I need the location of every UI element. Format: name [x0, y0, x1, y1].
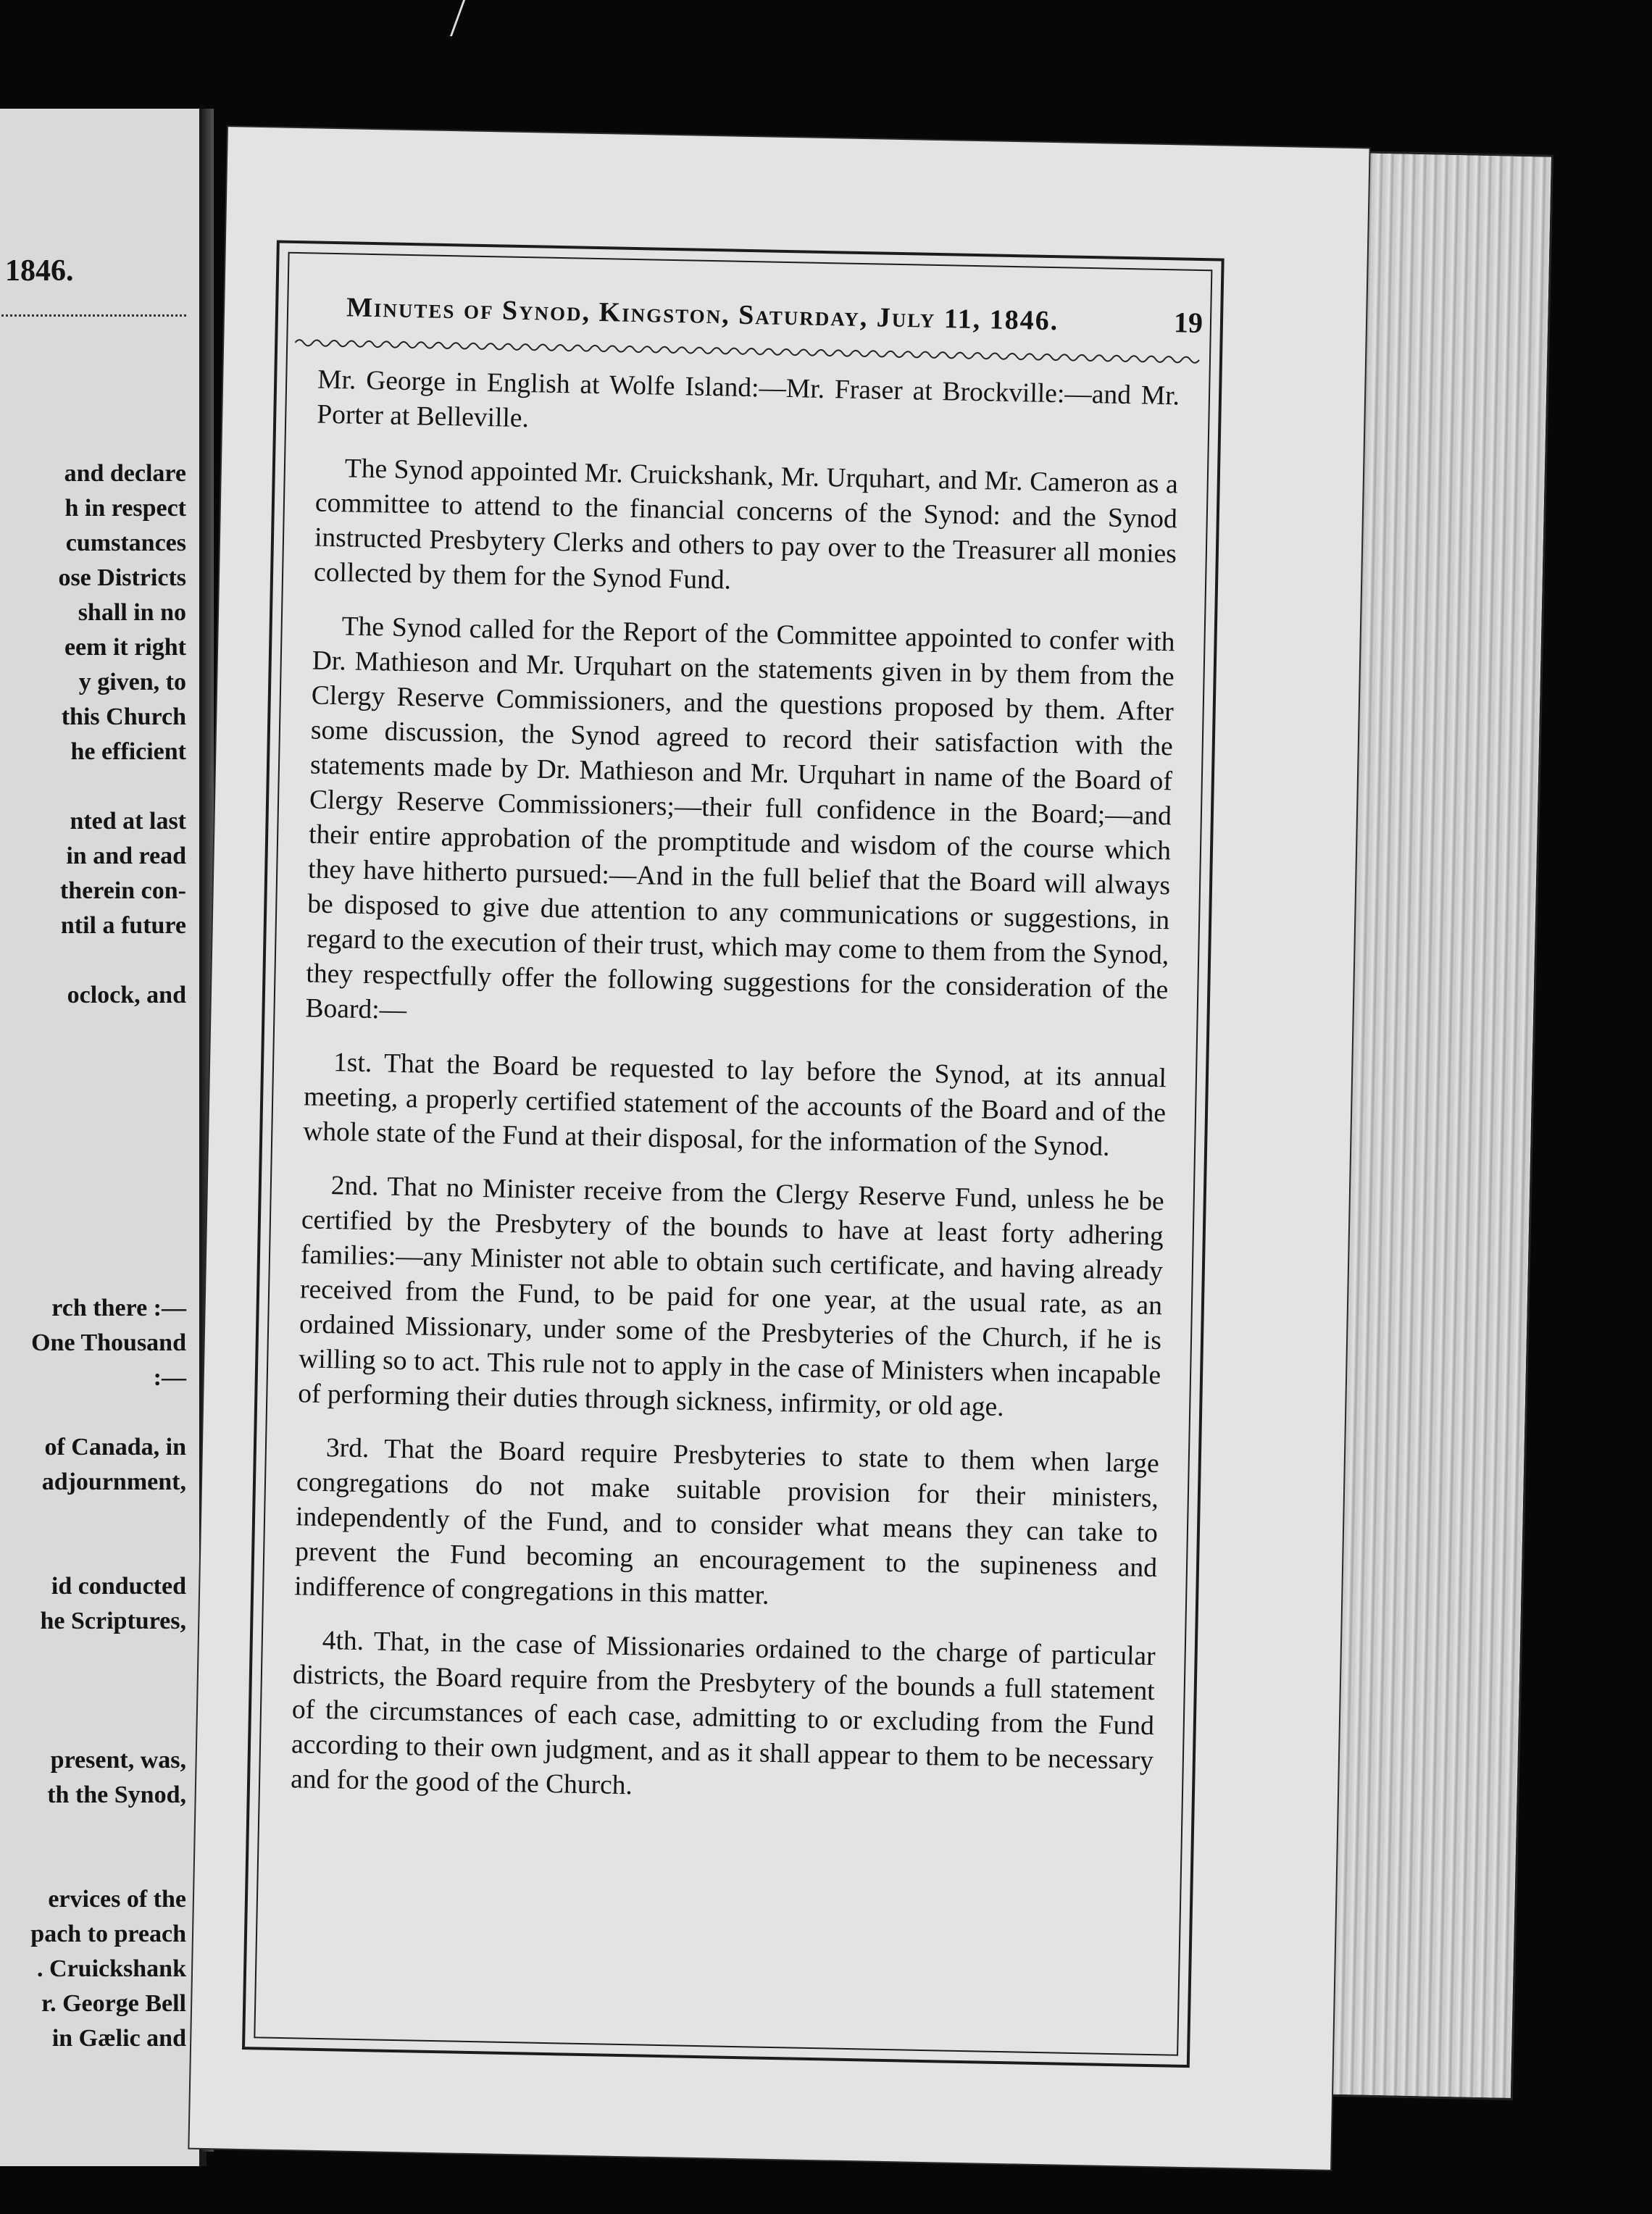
left-page-line — [1, 1500, 186, 1534]
left-page-year: 1846. — [5, 254, 74, 288]
paragraph-finance-committee: The Synod appointed Mr. Cruickshank, Mr. Urquhart, and Mr. Cameron as a committee to attend to the financial concerns of the Synod: and the Synod instructed Presbytery Clerks and others to pay over to the Treasurer all monies collected by them for the Synod Fund. — [313, 454, 1179, 596]
left-page-line: One Thousand — [31, 1329, 186, 1356]
left-page-line: he efficient — [70, 738, 186, 765]
left-page-line: y given, to — [78, 669, 186, 695]
left-page-line — [1, 1639, 186, 1674]
left-page-line: ose Districts — [58, 564, 186, 591]
page-number: 19 — [1173, 306, 1203, 340]
page-body — [290, 363, 1180, 1832]
left-page-line: therein con- — [59, 877, 186, 904]
left-page-line: in and read — [66, 843, 186, 869]
left-page-line: id conducted — [51, 1573, 186, 1600]
left-page-line: th the Synod, — [47, 1781, 186, 1808]
left-page-line: :— — [153, 1364, 186, 1391]
left-page-line — [1, 1082, 186, 1117]
left-page-line: pach to preach — [30, 1921, 186, 1947]
left-page-line: adjournment, — [41, 1469, 186, 1495]
left-page-line: oclock, and — [67, 982, 186, 1008]
left-page — [0, 109, 206, 2166]
suggestion-4th: 4th. That, in the case of Missionaries ordained to the charge of particular districts, the Board require from the Presbytery of the bounds a full statement of the circumstances of each case, admitting to or excluding from the Fund according to their own judgment, and as it shall appear to them to be necessary and for the good of the Church. — [290, 1626, 1156, 1801]
left-page-line — [1, 1117, 186, 1152]
left-page-line: of Canada, in — [44, 1434, 186, 1461]
running-head: Minutes of Synod, Kingston, Saturday, July 11, 1846. — [346, 292, 1059, 337]
left-page-line: shall in no — [78, 599, 186, 626]
left-page-line: ntil a future — [60, 912, 186, 939]
left-page-line: ervices of the — [48, 1886, 186, 1913]
left-page-line: nted at last — [70, 808, 186, 835]
page-frame — [242, 240, 1225, 2068]
header-wave-rule — [295, 337, 1201, 366]
left-page-line: cumstances — [65, 530, 186, 556]
left-page-line: r. George Bell — [41, 1990, 186, 2017]
left-page-line — [1, 1256, 186, 1291]
suggestion-3rd: 3rd. That the Board require Presbyteries to state to them when large congregations do not make suitable provision for their ministers, independently of the Fund, and to consider what means they can take to prevent the Fund becoming an encouragement to the supineness and indifference of congregations in this matter. — [293, 1433, 1160, 1611]
scan-mark — [450, 0, 477, 36]
left-page-line — [1, 1013, 186, 1048]
left-page-line — [1, 1187, 186, 1221]
left-page-line — [1, 1674, 186, 1708]
left-page-line — [1, 1048, 186, 1082]
left-page-line: rch there :— — [51, 1295, 186, 1321]
left-page-line — [1, 1152, 186, 1187]
left-page-line: he Scriptures, — [40, 1608, 186, 1634]
left-page-line — [1, 1395, 186, 1430]
left-page-line: h in respect — [64, 495, 186, 522]
left-page-line: . Cruickshank — [37, 1955, 186, 1982]
left-page-line — [1, 769, 186, 804]
left-page-line: eem it right — [64, 634, 186, 661]
page-frame-inner — [254, 252, 1212, 2056]
left-page-line — [1, 1847, 186, 1882]
left-page-line — [1, 1813, 186, 1847]
left-page-content — [0, 109, 186, 2166]
left-page-line: present, was, — [50, 1747, 186, 1774]
left-page-line — [1, 1708, 186, 1743]
left-page-line — [1, 943, 186, 978]
left-page-lines — [1, 456, 186, 2056]
left-page-line: this Church — [61, 703, 186, 730]
suggestion-2nd: 2nd. That no Minister receive from the Clergy Reserve Fund, unless he be certified by the Presbytery of the bounds to have at least forty adhering families:—any Minister not able to obtain such certificate, and having already received from the Fund, to be paid for one year, at the usual rate, as an ordained Missionary, under some of the Presbyteries of the Church, if he is willing so to act. This rule not to apply in the case of Ministers when incapable of performing their duties through sickness, infirmity, or old age. — [297, 1171, 1165, 1423]
suggestion-1st: 1st. That the Board be requested to lay before the Synod, at its annual meeting, a properly certified statement of the accounts of the Board and of the whole state of the Fund at their disposal, for the information of the Synod. — [302, 1048, 1167, 1162]
left-page-line — [1, 1534, 186, 1569]
paragraph-continuation: Mr. George in English at Wolfe Island:—Mr. Fraser at Brockville:—and Mr. Porter at Belleville. — [316, 364, 1180, 434]
left-page-line: in Gælic and — [51, 2025, 186, 2052]
left-page-rule — [0, 304, 186, 317]
left-page-line — [1, 1221, 186, 1256]
paragraph-clergy-reserve-report: The Synod called for the Report of the Committee appointed to confer with Dr. Mathieson and Mr. Urquhart on the statements given in by them from the Clergy Reserve Commissioners, and the questions proposed by them. After some discussion, the Synod agreed to record their satisfaction with the statements made by Dr. Mathieson and Mr. Urquhart in name of the Board of Clergy Reserve Commissioners;—their full confidence in the Board;—and their entire approbation of the promptitude and wisdom of the course which they have hitherto pursued:—And in the full belief that the Board will always be disposed to give due attention to any communications or suggestions, in regard to the execution of their trust, which may come to them from the Synod, they respectfully offer the following suggestions for the consideration of the Board:— — [305, 611, 1175, 1026]
page-header — [346, 289, 1203, 340]
right-page — [189, 127, 1369, 2170]
left-page-line: and declare — [64, 460, 186, 487]
